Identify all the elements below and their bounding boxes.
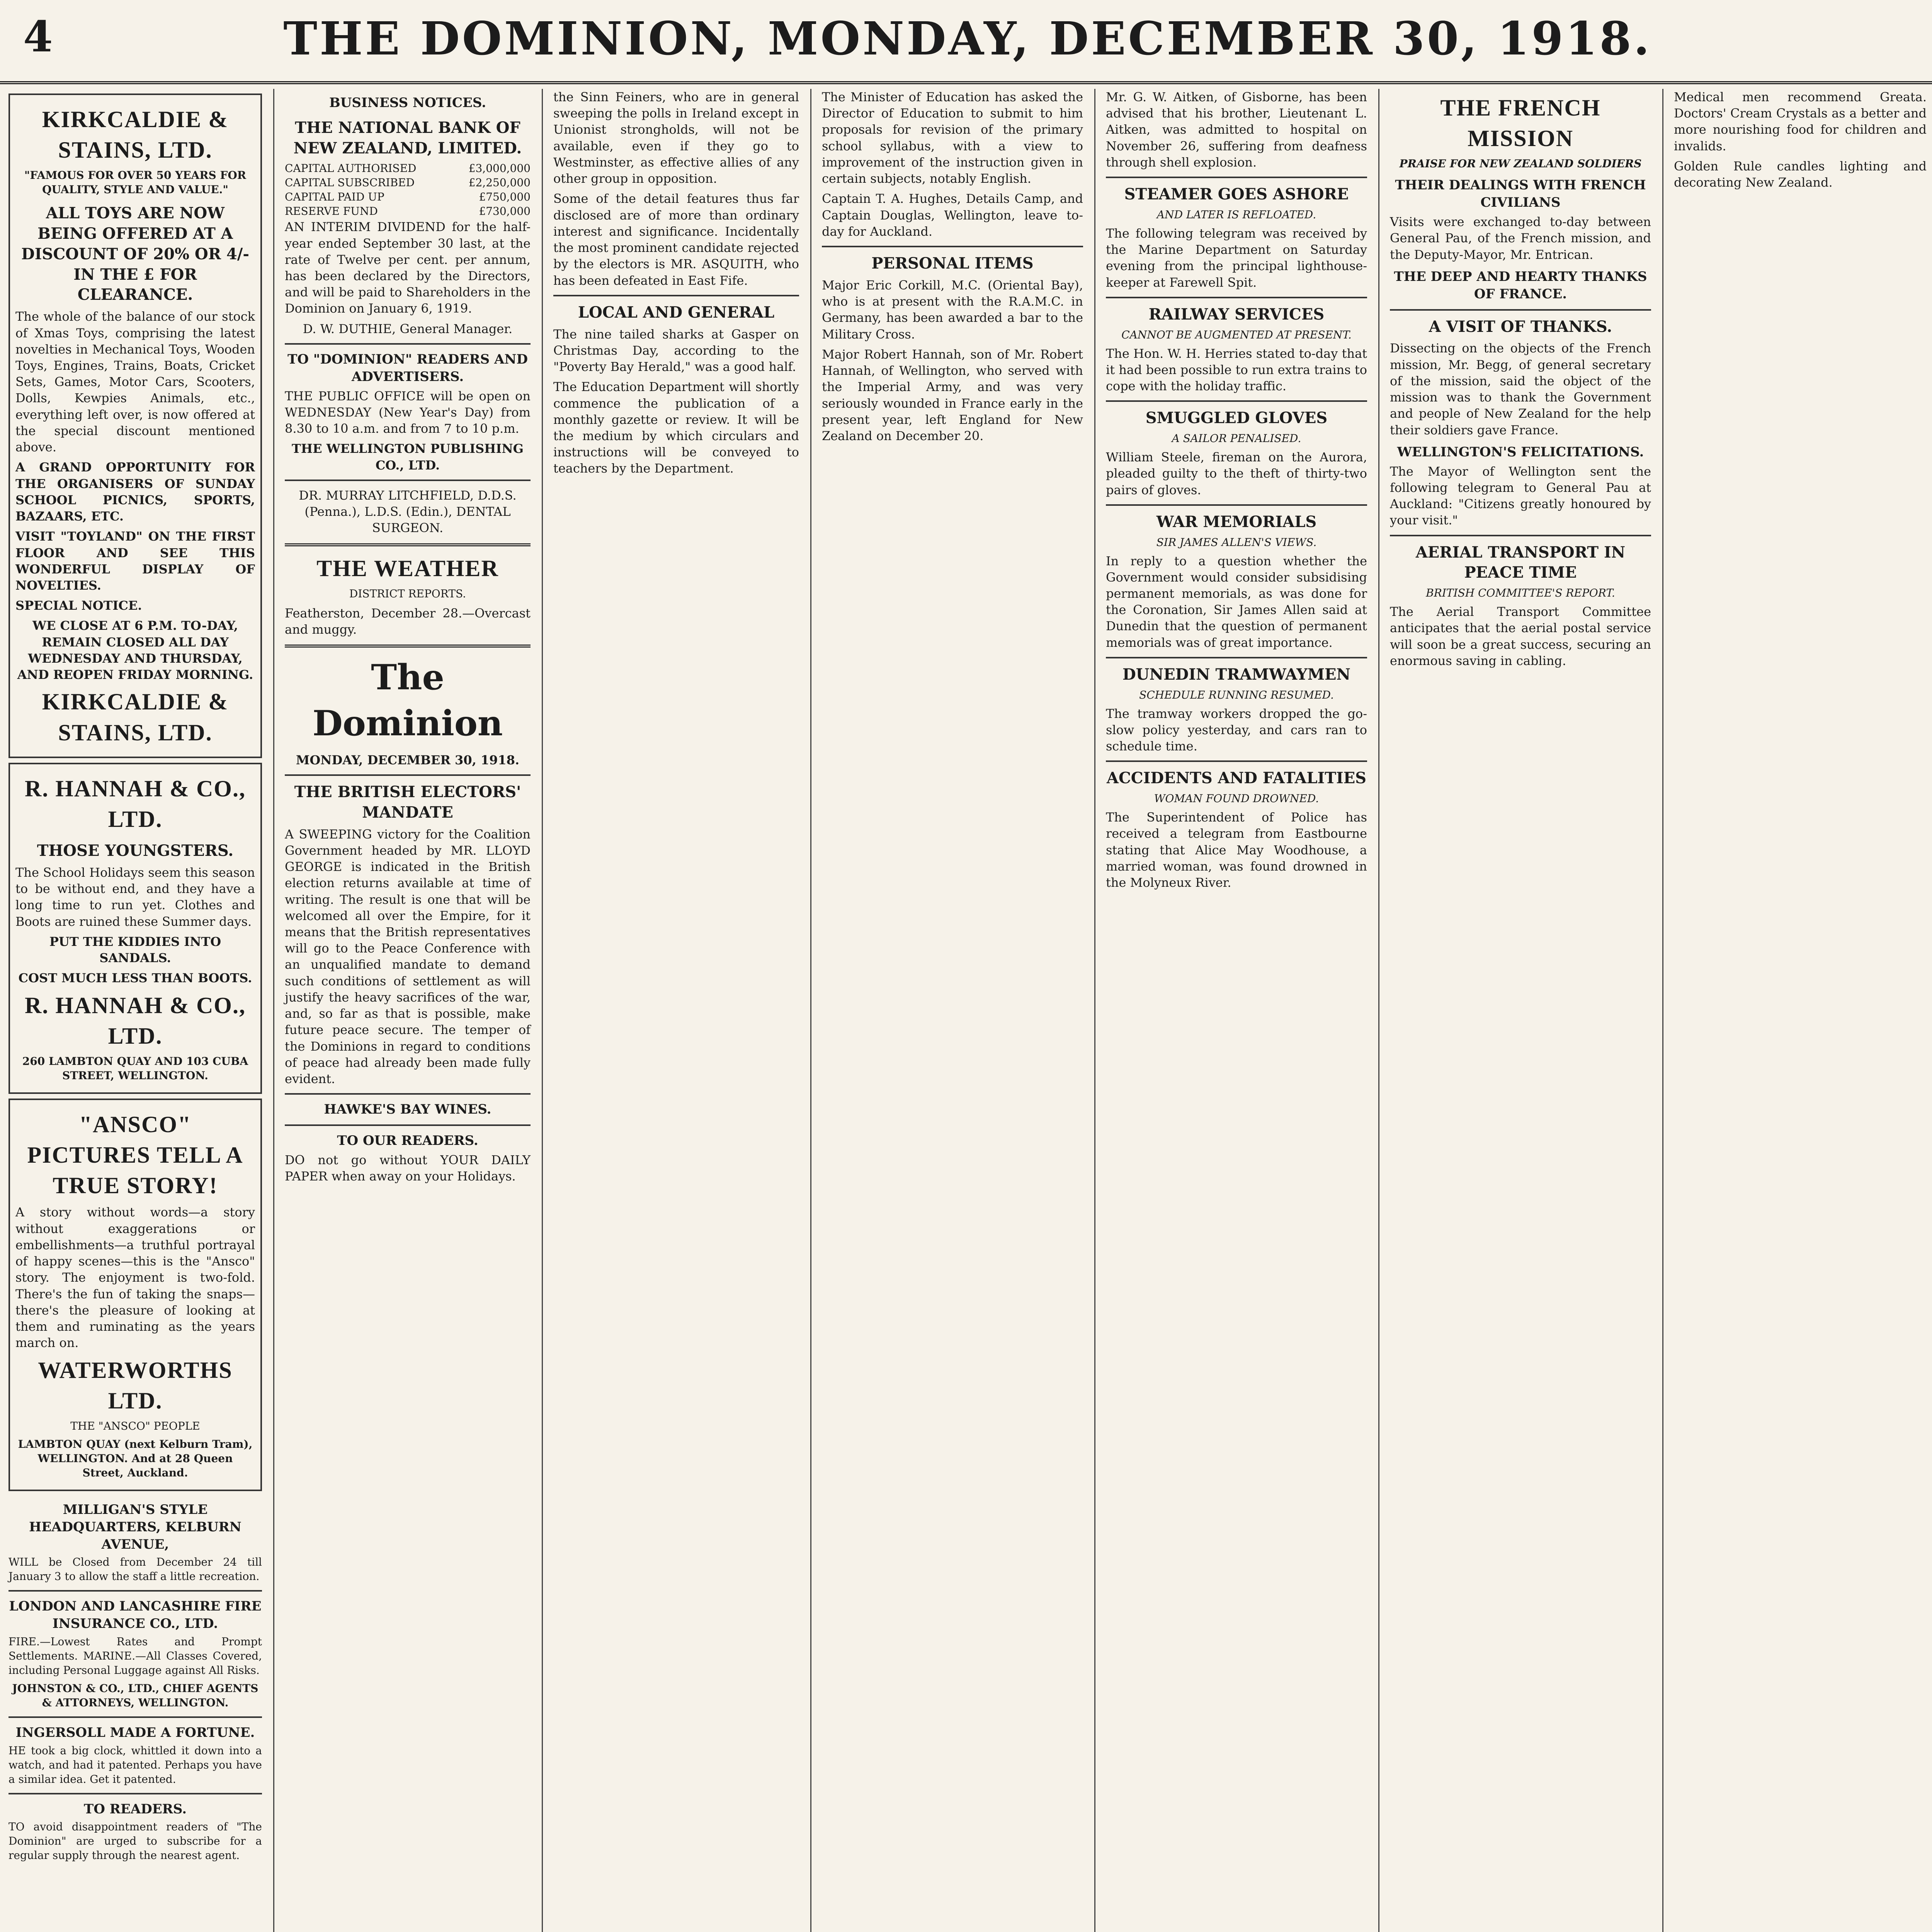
page-number: 4 (23, 12, 53, 61)
ad-ansco-body: A story without words—a story without exaggerations or embellishments—a truthful portrayal of happy scenes—this is the "Ansco" story. The enjoyment is two-fold. There's the fun of taking the snaps—there's the pleasure of looking at them and ruminating as the years march on. (15, 1205, 255, 1350)
publisher-name: THE WELLINGTON PUBLISHING CO., LTD. (292, 441, 524, 473)
local-general-body-2: The Education Department will shortly commence the publication of a monthly gazette or review. It will be the medium by which circulars and instructions will be conveyed to teachers by the Department. (553, 379, 799, 476)
personal-items-body-2: Major Robert Hannah, son of Mr. Robert Hannah, of Wellington, who served with the Imperial Army, and was very seriously wounded in France early in the present year, left England for New Zealand on December 20. (822, 347, 1083, 444)
column-5 (1097, 89, 1376, 1932)
bank-capital-table (285, 162, 531, 219)
tramwaymen-body: The tramway workers dropped the go-slow policy yesterday, and cars ran to schedule time. (1106, 706, 1367, 754)
ad-kirkcaldie (9, 94, 262, 758)
ad-hannah-headline: THOSE YOUNGSTERS. (37, 842, 234, 860)
readers-advertisers-body: THE PUBLIC OFFICE will be open on WEDNESDAY (New Year's Day) from 8.30 to 10 a.m. and from 7 to 10 p.m. (285, 388, 531, 436)
visit-thanks-body: Dissecting on the objects of the French mission, Mr. Begg, of general secretary of the mission, said the object of the mission was to thank the Government and people of New Zealand for the help their soldiers gave France. (1390, 341, 1651, 437)
gloves-subtitle: A SAILOR PENALISED. (1172, 432, 1301, 445)
divider (9, 1793, 262, 1794)
steamer-title: STEAMER GOES ASHORE (1124, 185, 1349, 204)
ad-hannah-title: R. HANNAH & CO., LTD. (25, 776, 246, 832)
column-1 (0, 89, 270, 1932)
column-4 (813, 89, 1092, 1932)
divider (553, 295, 799, 296)
weather-title: THE WEATHER (316, 555, 499, 581)
railway-subtitle: CANNOT BE AUGMENTED AT PRESENT. (1121, 328, 1352, 341)
divider (9, 1716, 262, 1718)
aerial-transport-title: AERIAL TRANSPORT IN PEACE TIME (1415, 543, 1626, 582)
tramwaymen-title: DUNEDIN TRAMWAYMEN (1122, 665, 1351, 684)
ad-kirkcaldie-headline: ALL TOYS ARE NOW BEING OFFERED AT A DISCOUNT OF 20% OR 4/- IN THE £ FOR CLEARANCE. (21, 204, 249, 304)
local-general-body: The nine tailed sharks at Gasper on Christmas Day, according to the "Poverty Bay Herald," was a good half. (553, 327, 799, 374)
divider (285, 645, 531, 648)
medical-item: Medical men recommend Greata. Doctors' Cream Crystals as a better and more nourishing food for children and invalids. (1674, 90, 1927, 153)
divider (1106, 297, 1367, 298)
ad-insurance-title: LONDON AND LANCASHIRE FIRE INSURANCE CO., LTD. (9, 1599, 262, 1632)
column-rule (1378, 89, 1379, 1932)
ad-milligan-body: WILL be Closed from December 24 till January 3 to allow the staff a little recreation. (9, 1556, 262, 1583)
divider (1390, 309, 1651, 311)
divider (285, 343, 531, 345)
ad-hannah-line-2: COST MUCH LESS THAN BOOTS. (18, 971, 252, 986)
wine-ad-title: HAWKE'S BAY WINES. (324, 1102, 492, 1117)
steamer-body: The following telegram was received by the Marine Department on Saturday evening from the principal lighthouse-keeper at Farewell Spit. (1106, 226, 1367, 290)
felicitations-title: WELLINGTON'S FELICITATIONS. (1397, 444, 1644, 460)
ad-hannah-line: PUT THE KIDDIES INTO SANDALS. (49, 934, 221, 966)
divider (285, 1124, 531, 1126)
divider (285, 543, 531, 546)
railway-body: The Hon. W. H. Herries stated to-day that it had been possible to run extra trains to cope with the holiday traffic. (1106, 346, 1367, 394)
ad-ansco-firm: WATERWORTHS LTD. (38, 1357, 233, 1413)
gloves-title: SMUGGLED GLOVES (1145, 409, 1328, 427)
accidents-subtitle: WOMAN FOUND DROWNED. (1154, 792, 1319, 805)
editorial-continued: the Sinn Feiners, who are in general sweeping the polls in Ireland except in Unionist strongholds, will not be available, even if they go to Westminster, as effective allies of any other group in opposition. (553, 90, 799, 186)
column-7 (1665, 89, 1932, 1932)
bank-capital-row: CAPITAL AUTHORISED £3,000,000 (285, 162, 531, 175)
divider (1106, 760, 1367, 762)
column-rule (273, 89, 274, 1932)
newspaper-nameplate: The Dominion (312, 657, 503, 744)
felicitations-body: The Mayor of Wellington sent the following telegram to General Pau at Auckland: "Citizens greatly honoured by your visit." (1390, 464, 1651, 528)
bank-notice-body: AN INTERIM DIVIDEND for the half-year ended September 30 last, at the rate of Twelve per cent. per annum, has been declared by the Directors, and will be paid to Shareholders in the Dominion on January 6, 1919. (285, 219, 531, 316)
ad-readers-body: TO avoid disappointment readers of "The Dominion" are urged to subscribe for a regular supply through the nearest agent. (9, 1820, 262, 1862)
ad-row (9, 1496, 262, 1867)
accidents-title: ACCIDENTS AND FATALITIES (1106, 769, 1367, 787)
dentist-notice: DR. MURRAY LITCHFIELD, D.D.S. (Penna.), L.D.S. (Edin.), DENTAL SURGEON. (299, 488, 517, 536)
divider (1106, 400, 1367, 402)
thanks-title: THE DEEP AND HEARTY THANKS OF FRANCE. (1394, 269, 1647, 302)
bank-signature: D. W. DUTHIE, General Manager. (303, 321, 513, 336)
ad-ansco (9, 1099, 262, 1491)
personal-items-title: PERSONAL ITEMS (871, 254, 1034, 273)
ad-kirkcaldie-visit: VISIT "TOYLAND" ON THE FIRST FLOOR AND SEE THIS WONDERFUL DISPLAY OF NOVELTIES. (15, 529, 255, 593)
column-rule (542, 89, 543, 1932)
column-3 (545, 89, 808, 1932)
ad-kirkcaldie-title: KIRKCALDIE & STAINS, LTD. (42, 107, 229, 163)
gloves-body: William Steele, fireman on the Aurora, pleaded guilty to the theft of thirty-two pairs of gloves. (1106, 450, 1367, 497)
ad-insurance-agents: JOHNSTON & CO., LTD., CHIEF AGENTS & ATTORNEYS, WELLINGTON. (12, 1682, 259, 1709)
ad-kirkcaldie-closing: WE CLOSE AT 6 P.M. TO-DAY, REMAIN CLOSED ALL DAY WEDNESDAY AND THURSDAY, AND REOPEN FRIDAY MORNING. (17, 618, 253, 682)
visit-thanks-title: A VISIT OF THANKS. (1429, 317, 1612, 336)
nameplate-dateline: MONDAY, DECEMBER 30, 1918. (296, 752, 520, 767)
ad-kirkcaldie-tagline: "FAMOUS FOR OVER 50 YEARS FOR QUALITY, STYLE AND VALUE." (24, 169, 247, 196)
column-rule (1662, 89, 1663, 1932)
column-rule (1094, 89, 1095, 1932)
candles-item: Golden Rule candles lighting and decorating New Zealand. (1674, 158, 1927, 190)
ad-ingersoll-body: HE took a big clock, whittled it down into a watch, and had it patented. Perhaps you have a similar idea. Get it patented. (9, 1744, 262, 1786)
tramwaymen-subtitle: SCHEDULE RUNNING RESUMED. (1139, 688, 1334, 701)
accidents-body: The Superintendent of Police has received a telegram from Eastbourne stating that Alice May Woodhouse, a married woman, was found drowned in the Molyneux River. (1106, 810, 1367, 890)
divider (1106, 177, 1367, 178)
ad-ingersoll-title: INGERSOLL MADE A FORTUNE. (15, 1725, 255, 1740)
to-our-readers-body: DO not go without YOUR DAILY PAPER when away on your Holidays. (285, 1153, 531, 1184)
bank-capital-row: RESERVE FUND £730,000 (285, 205, 531, 218)
ad-left-stack (9, 1496, 262, 1867)
newspaper-title: THE DOMINION, MONDAY, DECEMBER 30, 1918. (283, 12, 1652, 65)
ad-hannah-body: The School Holidays seem this season to be without end, and they have a long time to run yet. Clothes and Boots are ruined these Summer days. (15, 865, 255, 929)
divider (9, 1590, 262, 1592)
weather-body: Featherston, December 28.—Overcast and muggy. (285, 605, 531, 637)
bank-name: THE NATIONAL BANK OF NEW ZEALAND, LIMITED. (293, 118, 522, 157)
column-6 (1381, 89, 1660, 1932)
ad-hannah (9, 763, 262, 1094)
education-item: The Minister of Education has asked the Director of Education to submit to him proposals for revision of the primary school syllabus, with a view to improvement of the instruction given in certain subjects, notably English. (822, 90, 1083, 186)
aerial-transport-body: The Aerial Transport Committee anticipates that the aerial postal service will soon be a great success, securing an enormous saving in cabling. (1390, 604, 1651, 668)
local-general-title: LOCAL AND GENERAL (578, 303, 775, 321)
french-mission-subtitle-2: THEIR DEALINGS WITH FRENCH CIVILIANS (1395, 177, 1646, 211)
ad-kirkcaldie-opportunity: A GRAND OPPORTUNITY FOR THE ORGANISERS OF SUNDAY SCHOOL PICNICS, SPORTS, BAZAARS, ETC. (15, 460, 255, 524)
ad-readers-title: TO READERS. (83, 1801, 187, 1817)
column-rule (810, 89, 811, 1932)
personal-items-body: Major Eric Corkill, M.C. (Oriental Bay), who is at present with the R.A.M.C. in Germany, has been awarded a bar to the Military Cross. (822, 277, 1083, 342)
readers-advertisers-title: TO "DOMINION" READERS AND ADVERTISERS. (287, 351, 528, 384)
divider (1106, 504, 1367, 506)
editorial-body: A SWEEPING victory for the Coalition Government headed by MR. LLOYD GEORGE is indicated in the British election returns available at time of writing. The result is one that will be welcomed all over the Empire, for it means that the British representatives will go to the Peace Conference with an unqualified mandate to demand such conditions of settlement as will justify the heavy sacrifices of the war, and, so far as that is possible, make future peace secure. The temper of the Dominions in regard to conditions of peace had already been made fully evident. (285, 827, 531, 1087)
divider (822, 246, 1083, 247)
bank-capital-row: CAPITAL PAID UP £750,000 (285, 190, 531, 204)
divider (285, 1093, 531, 1095)
divider (285, 774, 531, 776)
ad-milligan-title: MILLIGAN'S STYLE HEADQUARTERS, KELBURN AVENUE, (29, 1502, 242, 1552)
aerial-transport-subtitle: BRITISH COMMITTEE'S REPORT. (1426, 587, 1615, 600)
weather-subtitle: DISTRICT REPORTS. (349, 587, 466, 600)
divider (285, 480, 531, 481)
ad-insurance-body: FIRE.—Lowest Rates and Prompt Settlements. MARINE.—All Classes Covered, including Personal Luggage against All Risks. (9, 1635, 262, 1677)
steamer-subtitle: AND LATER IS REFLOATED. (1156, 208, 1316, 221)
editorial-continued-2: Some of the detail features thus far disclosed are of more than ordinary interest and significance. Incidentally the most prominent candidate rejected by the electors is MR. ASQUITH, who has been defeated in East Fife. (553, 191, 799, 288)
war-memorials-subtitle: SIR JAMES ALLEN'S VIEWS. (1156, 536, 1317, 549)
captains-item: Captain T. A. Hughes, Details Camp, and Captain Douglas, Wellington, leave to-day for Auckland. (822, 191, 1083, 239)
french-mission-body: Visits were exchanged to-day between General Pau, of the French mission, and the Deputy-Mayor, Mr. Entrican. (1390, 214, 1651, 262)
ad-ansco-title: "ANSCO" PICTURES TELL A TRUE STORY! (27, 1111, 243, 1199)
bank-capital-row: CAPITAL SUBSCRIBED £2,250,000 (285, 176, 531, 189)
railway-title: RAILWAY SERVICES (1148, 305, 1325, 323)
editorial-title: THE BRITISH ELECTORS' MANDATE (294, 782, 521, 821)
page-masthead (0, 0, 1932, 84)
ad-hannah-address: 260 LAMBTON QUAY AND 103 CUBA STREET, WELLINGTON. (22, 1054, 248, 1082)
ad-kirkcaldie-notice: SPECIAL NOTICE. (15, 598, 142, 613)
aitken-item: Mr. G. W. Aitken, of Gisborne, has been advised that his brother, Lieutenant L. Aitken, was admitted to hospital on November 26, suffering from deafness through shell explosion. (1106, 90, 1367, 170)
war-memorials-title: WAR MEMORIALS (1156, 512, 1317, 531)
french-mission-subtitle: PRAISE FOR NEW ZEALAND SOLDIERS (1399, 157, 1642, 170)
divider (1106, 657, 1367, 658)
divider (1390, 535, 1651, 536)
ad-kirkcaldie-footer: KIRKCALDIE & STAINS, LTD. (42, 689, 229, 745)
business-notices-title: BUSINESS NOTICES. (329, 95, 486, 111)
french-mission-title: THE FRENCH MISSION (1440, 95, 1601, 151)
war-memorials-body: In reply to a question whether the Government would consider subsidising permanent memorials, as was done for the Coronation, Sir James Allen said at Dunedin that the question of permanent memorials was of great importance. (1106, 553, 1367, 650)
ad-hannah-footer: R. HANNAH & CO., LTD. (25, 992, 246, 1049)
ad-ansco-sub: THE "ANSCO" PEOPLE (70, 1419, 200, 1432)
ad-kirkcaldie-body: The whole of the balance of our stock of Xmas Toys, comprising the latest novelties in Mechanical Toys, Wooden Toys, Engines, Trains, Boats, Cricket Sets, Games, Motor Cars, Scooters, Dolls, Kewpies Animals, etc., everything left over, is now offered at the special discount mentioned above. (15, 309, 255, 455)
to-our-readers-title: TO OUR READERS. (337, 1133, 478, 1149)
ad-ansco-address: LAMBTON QUAY (next Kelburn Tram), WELLINGTON. And at 28 Queen Street, Auckland. (18, 1437, 253, 1479)
column-2 (276, 89, 539, 1932)
